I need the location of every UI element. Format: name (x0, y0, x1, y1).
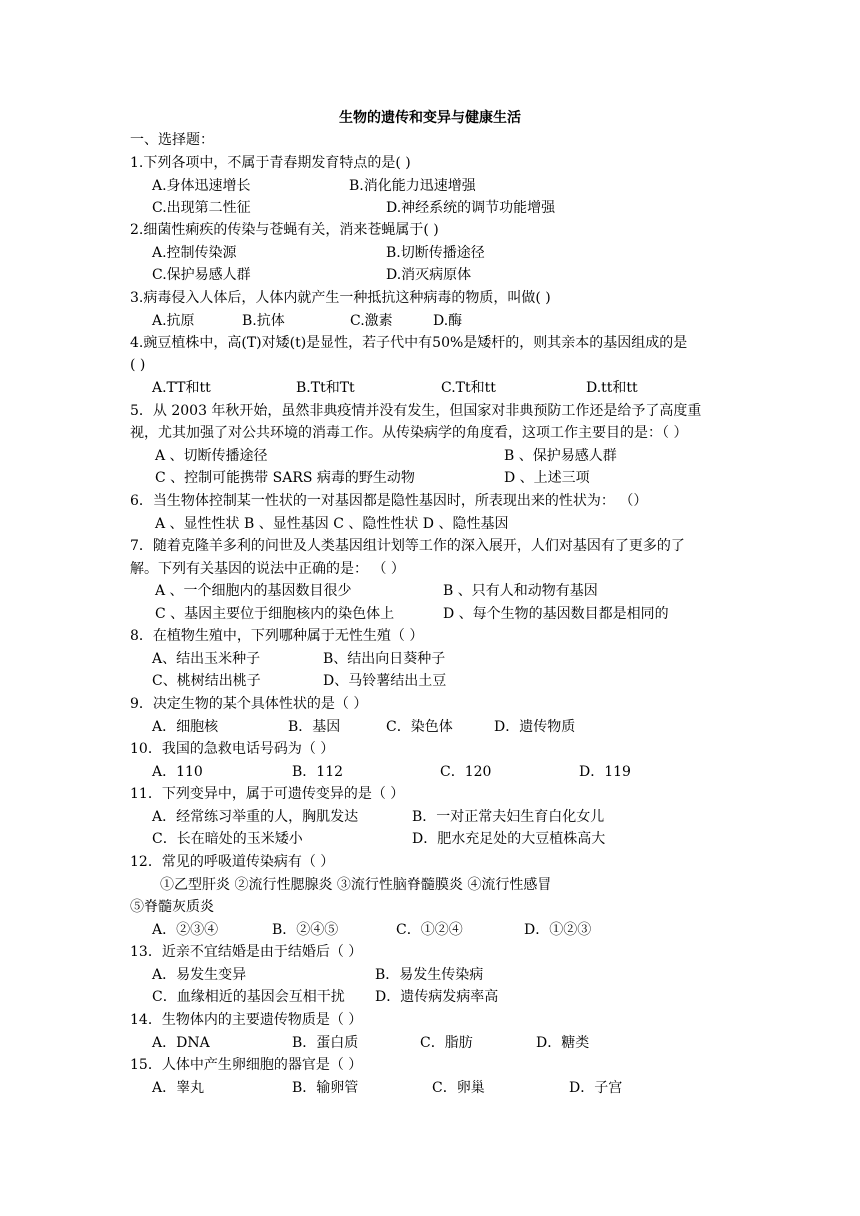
answer-option: B.抗体 (242, 313, 285, 329)
answer-option: A.抗原 (152, 313, 195, 329)
answer-option: A．睾丸 (152, 1080, 205, 1096)
answer-option: C．染色体 (386, 719, 453, 735)
question-text: 7．随着克隆羊多利的问世及人类基因组计划等工作的深入展开，人们对基因有了更多的了 (130, 538, 685, 554)
answer-option: B.切断传播途径 (386, 245, 485, 261)
answer-option: D.消灭病原体 (386, 267, 472, 283)
answer-option: B 、只有人和动物有基因 (443, 583, 598, 599)
answer-option: A．110 (152, 764, 203, 780)
question-text: A 、显性性状 B 、显性基因 C 、隐性性状 D 、隐性基因 (155, 516, 509, 532)
answer-option: A、结出玉米种子 (152, 651, 261, 667)
answer-option: D．①②③ (524, 922, 592, 938)
answer-option: A 、一个细胞内的基因数目很少 (155, 583, 352, 599)
question-text: 4.豌豆植株中，高(T)对矮(t)是显性，若子代中有50%是矮杆的，则其亲本的基因组成的是 (130, 335, 688, 351)
answer-option: A．经常练习举重的人，胸肌发达 (152, 809, 359, 825)
answer-option: A.身体迅速增长 (152, 178, 251, 194)
answer-option: C．血缘相近的基因会互相干扰 (152, 989, 345, 1005)
answer-option: C、桃树结出桃子 (152, 673, 261, 689)
answer-option: D．肥水充足处的大豆植株高大 (412, 831, 606, 847)
answer-option: D.tt和tt (586, 380, 638, 396)
answer-option: D．糖类 (536, 1035, 590, 1051)
question-text: ⑤脊髓灰质炎 (130, 899, 214, 915)
section-heading: 一、选择题： (130, 132, 214, 148)
question-text: 5．从 2003 年秋开始，虽然非典疫情并没有发生，但国家对非典预防工作还是给予了高度重 (130, 403, 702, 419)
question-text: 11．下列变异中，属于可遗传变异的是（ ） (130, 786, 405, 802)
answer-option: B．112 (292, 764, 344, 780)
answer-option: A.控制传染源 (152, 245, 237, 261)
question-text: 3.病毒侵入人体后，人体内就产生一种抵抗这种病毒的物质，叫做( ) (130, 290, 551, 306)
question-text: 视，尤其加强了对公共环境的消毒工作。从传染病学的角度看，这项工作主要目的是：（ ） (130, 425, 688, 441)
answer-option: B．基因 (288, 719, 341, 735)
question-text: 10．我国的急救电话号码为（ ） (130, 741, 335, 757)
question-text: 6．当生物体控制某一性状的一对基因都是隐性基因时，所表现出来的性状为： （） (130, 493, 648, 509)
answer-option: C．120 (440, 764, 492, 780)
answer-option: A 、切断传播途径 (155, 448, 268, 464)
answer-option: A.TT和tt (152, 380, 211, 396)
answer-option: D、马铃薯结出土豆 (323, 673, 447, 689)
question-text: ( ) (130, 357, 146, 373)
answer-option: B．蛋白质 (292, 1035, 359, 1051)
answer-option: D．遗传物质 (494, 719, 576, 735)
answer-option: C 、基因主要位于细胞核内的染色体上 (155, 606, 395, 622)
answer-option: A．细胞核 (152, 719, 219, 735)
answer-option: C 、控制可能携带 SARS 病毒的野生动物 (155, 470, 415, 486)
question-text: 8．在植物生殖中，下列哪种属于无性生殖（ ） (130, 628, 424, 644)
answer-option: C．长在暗处的玉米矮小 (152, 831, 303, 847)
answer-option: C.Tt和tt (441, 380, 496, 396)
answer-option: B、结出向日葵种子 (323, 651, 446, 667)
answer-option: D．子宫 (569, 1080, 623, 1096)
answer-option: D.神经系统的调节功能增强 (386, 200, 556, 216)
answer-option: C.出现第二性征 (152, 200, 251, 216)
answer-option: A．易发生变异 (152, 967, 247, 983)
answer-option: C．①②④ (396, 922, 463, 938)
answer-option: C．脂肪 (420, 1035, 473, 1051)
answer-option: D．遗传病发病率高 (375, 989, 499, 1005)
answer-option: A．②③④ (152, 922, 219, 938)
answer-option: D.酶 (433, 313, 463, 329)
answer-option: D 、上述三项 (504, 470, 590, 486)
answer-option: C.保护易感人群 (152, 267, 251, 283)
answer-option: B 、保护易感人群 (504, 448, 617, 464)
question-text: 13．近亲不宜结婚是由于结婚后（ ） (130, 944, 363, 960)
question-text: 9．决定生物的某个具体性状的是（ ） (130, 696, 368, 712)
answer-option: C．卵巢 (432, 1080, 485, 1096)
answer-option: B.Tt和Tt (296, 380, 355, 396)
page-title: 生物的遗传和变异与健康生活 (339, 110, 521, 126)
question-text: 12．常见的呼吸道传染病有（ ） (130, 854, 335, 870)
answer-option: D 、每个生物的基因数目都是相同的 (443, 606, 669, 622)
answer-option: B．易发生传染病 (375, 967, 484, 983)
question-text: 解。下列有关基因的说法中正确的是： （ ） (130, 561, 405, 577)
answer-option: B．输卵管 (292, 1080, 359, 1096)
answer-option: C.激素 (350, 313, 393, 329)
answer-option: B．一对正常夫妇生育白化女儿 (412, 809, 605, 825)
question-text: 1.下列各项中，不属于青春期发育特点的是( ) (130, 155, 411, 171)
question-text: 14．生物体内的主要遗传物质是（ ） (130, 1012, 363, 1028)
question-text: 15．人体中产生卵细胞的器官是（ ） (130, 1057, 363, 1073)
question-text: ①乙型肝炎 ②流行性腮腺炎 ③流行性脑脊髓膜炎 ④流行性感冒 (160, 877, 552, 893)
answer-option: B.消化能力迅速增强 (349, 178, 476, 194)
answer-option: A．DNA (152, 1035, 210, 1051)
answer-option: B．②④⑤ (272, 922, 339, 938)
question-text: 2.细菌性痢疾的传染与苍蝇有关，消来苍蝇属于( ) (130, 222, 439, 238)
answer-option: D．119 (579, 764, 631, 780)
